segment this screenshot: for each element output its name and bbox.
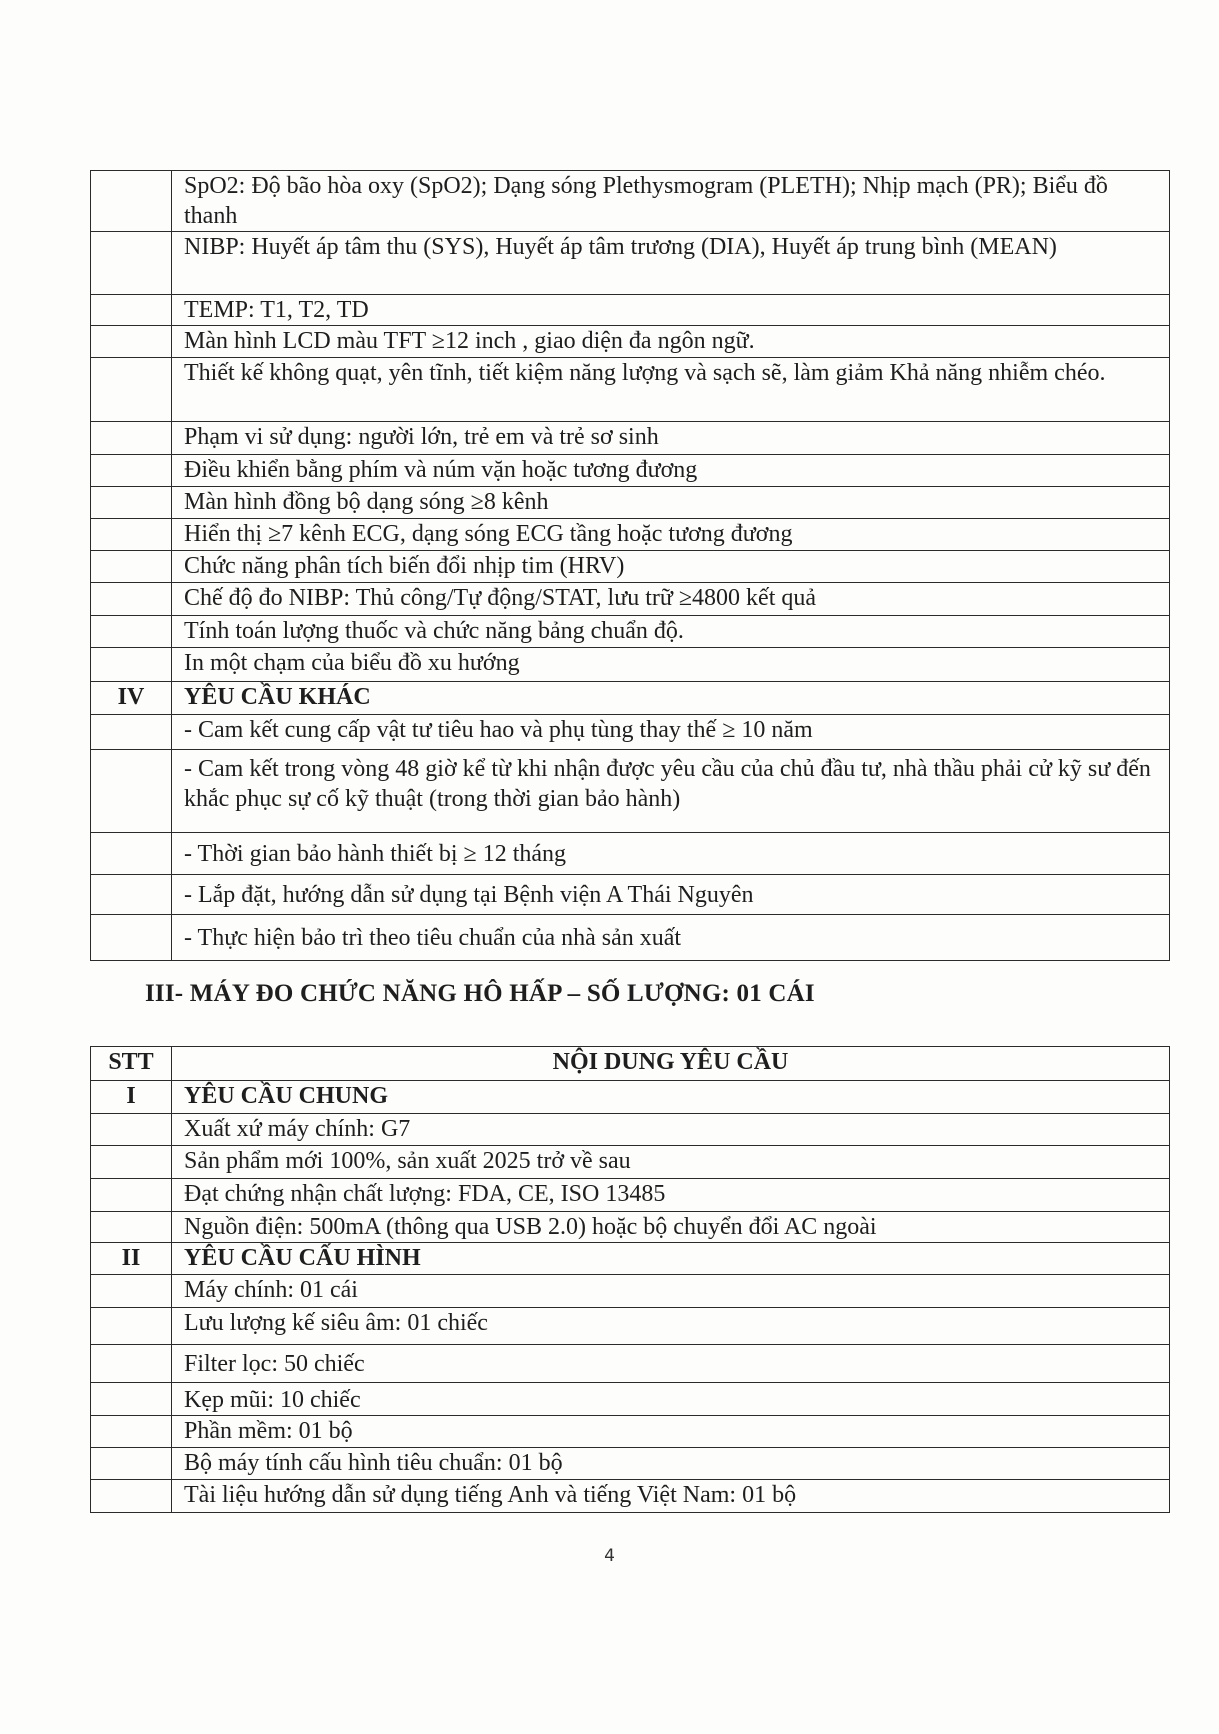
table-row: [91, 875, 1170, 915]
stt-cell: [91, 833, 172, 875]
content-cell: Nguồn điện: 500mA (thông qua USB 2.0) hoặc bộ chuyển đổi AC ngoài: [172, 1212, 1170, 1243]
table-row: [91, 1212, 1170, 1243]
table-row: [91, 455, 1170, 487]
section-heading-cell: YÊU CẦU CẤU HÌNH: [172, 1243, 1170, 1275]
stt-cell: [91, 232, 172, 295]
table-row: [91, 1081, 1170, 1114]
stt-cell: [91, 519, 172, 551]
table-row: [91, 1416, 1170, 1448]
stt-cell: [91, 1383, 172, 1416]
stt-cell: [91, 915, 172, 961]
table-row: [91, 358, 1170, 422]
table-row: [91, 715, 1170, 750]
stt-cell: [91, 551, 172, 583]
content-cell: Màn hình LCD màu TFT ≥12 inch , giao diện đa ngôn ngữ.: [172, 326, 1170, 358]
stt-cell: [91, 1275, 172, 1308]
stt-cell: [91, 875, 172, 915]
stt-cell: IV: [91, 682, 172, 715]
table-row: [91, 648, 1170, 682]
table-row: [91, 1243, 1170, 1275]
content-cell: - Lắp đặt, hướng dẫn sử dụng tại Bệnh viện A Thái Nguyên: [172, 875, 1170, 915]
stt-cell: [91, 750, 172, 833]
stt-cell: [91, 1114, 172, 1146]
stt-cell: [91, 583, 172, 616]
table-row: [91, 1114, 1170, 1146]
stt-cell: I: [91, 1081, 172, 1114]
stt-cell: II: [91, 1243, 172, 1275]
content-cell: Phần mềm: 01 bộ: [172, 1416, 1170, 1448]
content-header: NỘI DUNG YÊU CẦU: [172, 1047, 1170, 1081]
table-row: [91, 232, 1170, 295]
stt-cell: [91, 616, 172, 648]
stt-cell: [91, 715, 172, 750]
table-row: [91, 422, 1170, 455]
stt-cell: [91, 1179, 172, 1212]
section-heading-cell: YÊU CẦU CHUNG: [172, 1081, 1170, 1114]
table-row: [91, 583, 1170, 616]
table-row: [91, 1345, 1170, 1383]
table-row: [91, 1383, 1170, 1416]
content-cell: Tính toán lượng thuốc và chức năng bảng chuẩn độ.: [172, 616, 1170, 648]
table-row: [91, 295, 1170, 326]
content-cell: SpO2: Độ bão hòa oxy (SpO2); Dạng sóng Plethysmogram (PLETH); Nhịp mạch (PR); Biểu đồ thanh: [172, 171, 1170, 232]
table-row: [91, 326, 1170, 358]
table-row: [91, 519, 1170, 551]
table-row: [91, 1448, 1170, 1480]
table-row: [91, 487, 1170, 519]
content-cell: Chế độ đo NIBP: Thủ công/Tự động/STAT, lưu trữ ≥4800 kết quả: [172, 583, 1170, 616]
table-row: [91, 682, 1170, 715]
section-heading-cell: YÊU CẦU KHÁC: [172, 682, 1170, 715]
stt-cell: [91, 1480, 172, 1513]
content-cell: Xuất xứ máy chính: G7: [172, 1114, 1170, 1146]
stt-cell: [91, 358, 172, 422]
table-row: [91, 750, 1170, 833]
table-row: [91, 1179, 1170, 1212]
stt-cell: [91, 422, 172, 455]
table-row: [91, 915, 1170, 961]
content-cell: Máy chính: 01 cái: [172, 1275, 1170, 1308]
table-header-row: [91, 1047, 1170, 1081]
page-number: 4: [604, 1546, 615, 1566]
content-cell: Đạt chứng nhận chất lượng: FDA, CE, ISO 13485: [172, 1179, 1170, 1212]
table-row: [91, 1480, 1170, 1513]
content-cell: In một chạm của biểu đồ xu hướng: [172, 648, 1170, 682]
stt-cell: [91, 326, 172, 358]
stt-cell: [91, 295, 172, 326]
table-row: [91, 171, 1170, 232]
content-cell: Phạm vi sử dụng: người lớn, trẻ em và trẻ sơ sinh: [172, 422, 1170, 455]
content-cell: - Cam kết cung cấp vật tư tiêu hao và phụ tùng thay thế ≥ 10 năm: [172, 715, 1170, 750]
content-cell: - Thời gian bảo hành thiết bị ≥ 12 tháng: [172, 833, 1170, 875]
table-row: [91, 1146, 1170, 1179]
table-row: [91, 1275, 1170, 1308]
stt-cell: [91, 171, 172, 232]
stt-cell: [91, 1345, 172, 1383]
table-row: [91, 1308, 1170, 1345]
stt-cell: [91, 1146, 172, 1179]
content-cell: Hiển thị ≥7 kênh ECG, dạng sóng ECG tầng hoặc tương đương: [172, 519, 1170, 551]
respiratory-spec-table: [90, 1046, 1170, 1513]
stt-cell: [91, 1448, 172, 1480]
table-row: [91, 833, 1170, 875]
content-cell: Sản phẩm mới 100%, sản xuất 2025 trở về sau: [172, 1146, 1170, 1179]
section-title: III- MÁY ĐO CHỨC NĂNG HÔ HẤP – SỐ LƯỢNG: 01 CÁI: [145, 980, 815, 1007]
stt-cell: [91, 455, 172, 487]
content-cell: Bộ máy tính cấu hình tiêu chuẩn: 01 bộ: [172, 1448, 1170, 1480]
stt-cell: [91, 1416, 172, 1448]
content-cell: Điều khiển bằng phím và núm vặn hoặc tương đương: [172, 455, 1170, 487]
content-cell: Filter lọc: 50 chiếc: [172, 1345, 1170, 1383]
stt-cell: [91, 648, 172, 682]
content-cell: Chức năng phân tích biến đổi nhịp tim (HRV): [172, 551, 1170, 583]
content-cell: - Thực hiện bảo trì theo tiêu chuẩn của nhà sản xuất: [172, 915, 1170, 961]
stt-cell: [91, 487, 172, 519]
content-cell: Tài liệu hướng dẫn sử dụng tiếng Anh và tiếng Việt Nam: 01 bộ: [172, 1480, 1170, 1513]
requirements-table-continued: [90, 170, 1170, 961]
content-cell: Kẹp mũi: 10 chiếc: [172, 1383, 1170, 1416]
content-cell: Màn hình đồng bộ dạng sóng ≥8 kênh: [172, 487, 1170, 519]
table-row: [91, 616, 1170, 648]
content-cell: Lưu lượng kế siêu âm: 01 chiếc: [172, 1308, 1170, 1345]
stt-header: STT: [91, 1047, 172, 1081]
content-cell: Thiết kế không quạt, yên tĩnh, tiết kiệm năng lượng và sạch sẽ, làm giảm Khả năng nhiễm chéo.: [172, 358, 1170, 422]
content-cell: - Cam kết trong vòng 48 giờ kể từ khi nhận được yêu cầu của chủ đầu tư, nhà thầu phải cử kỹ sư đến khắc phục sự cố kỹ thuật (trong thời gian bảo hành): [172, 750, 1170, 833]
stt-cell: [91, 1308, 172, 1345]
stt-cell: [91, 1212, 172, 1243]
content-cell: NIBP: Huyết áp tâm thu (SYS), Huyết áp tâm trương (DIA), Huyết áp trung bình (MEAN): [172, 232, 1170, 295]
table-row: [91, 551, 1170, 583]
content-cell: TEMP: T1, T2, TD: [172, 295, 1170, 326]
